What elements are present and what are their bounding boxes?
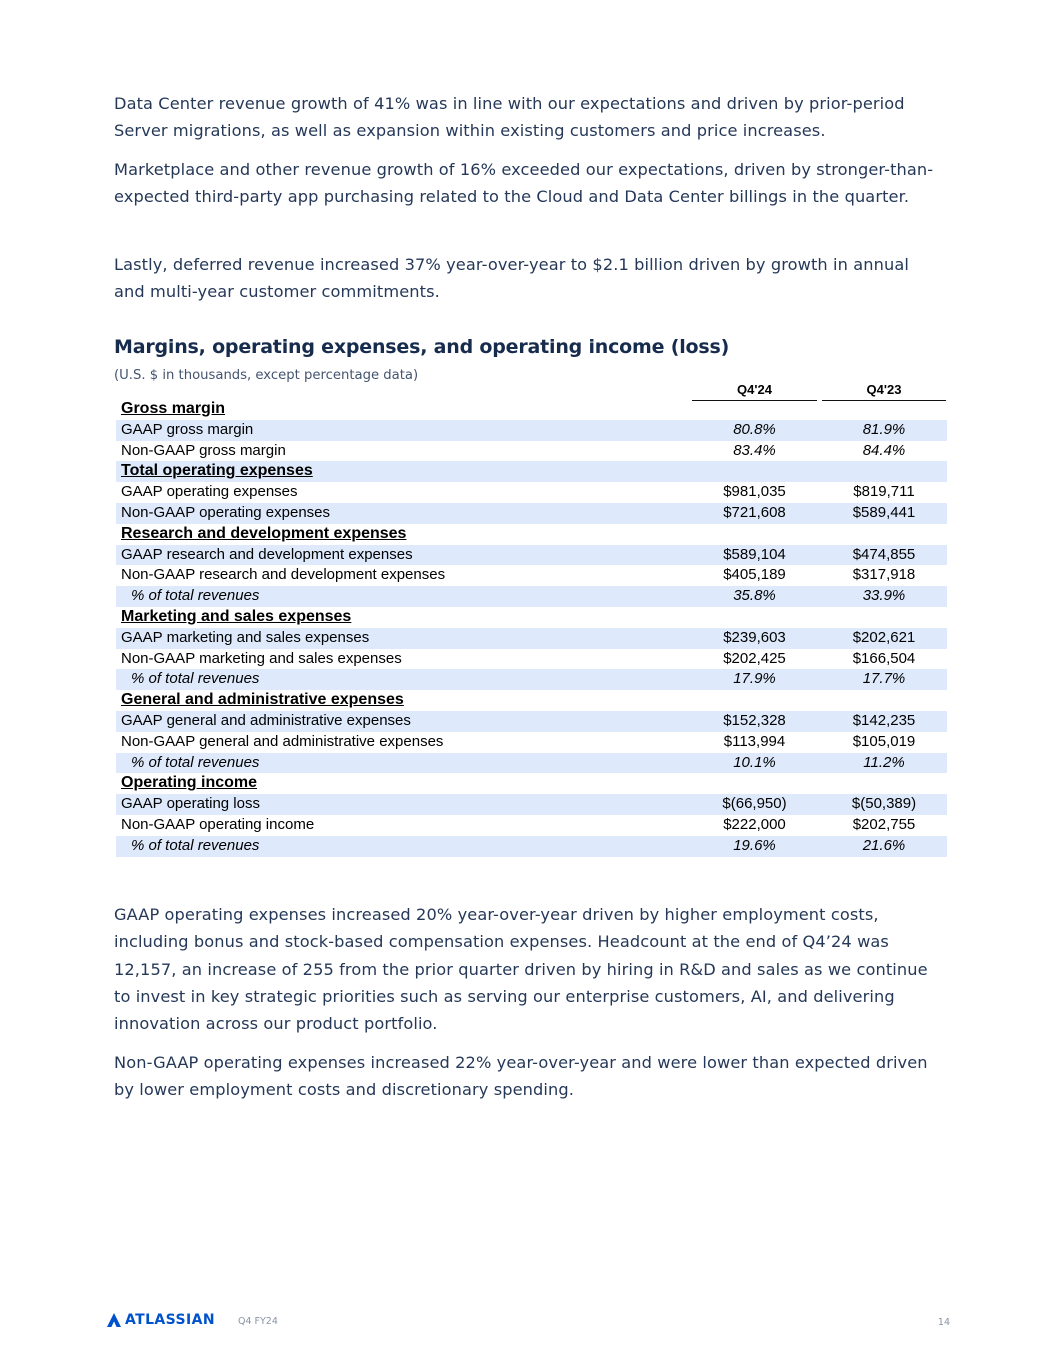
value-q4-24: $(66,950) [722, 795, 787, 813]
paragraph-non-gaap-opex: Non-GAAP operating expenses increased 22% year-over-year and were lower than expected driven by lower employment costs and discretionary spending. [114, 1053, 928, 1100]
table-row-percent [116, 669, 947, 690]
paragraph-data-center: Data Center revenue growth of 41% was in line with our expectations and driven by prior-period Server migrations, as well as expansion within existing customers and price increases. [114, 94, 905, 141]
value-q4-24: $589,104 [723, 545, 786, 563]
value-q4-23: $142,235 [852, 711, 916, 729]
row-label: GAAP operating loss [121, 795, 260, 813]
value-q4-23: $166,504 [852, 649, 916, 667]
paragraph-gaap-opex: GAAP operating expenses increased 20% year-over-year driven by higher employment costs, including bonus and stock-based compensation expenses. Headcount at the end of Q4’24 was 12,157, an increase of 255 from the prior quarter driven by hiring in R&D and sales as we continue to invest in key strategic priorities such as serving our enterprise customers, AI, and delivering innovation across our product portfolio. [114, 905, 928, 1034]
value-q4-23: $(50,389) [851, 795, 917, 813]
value-q4-24: 35.8% [733, 587, 776, 605]
value-q4-23: 17.7% [862, 670, 906, 688]
table-row [116, 711, 947, 732]
row-label: Operating income [121, 774, 258, 792]
row-label: % of total revenues [131, 836, 260, 854]
value-q4-23: $317,918 [852, 566, 916, 584]
value-q4-23: 11.2% [863, 753, 905, 771]
atlassian-logo [107, 1312, 215, 1328]
value-q4-24: 19.6% [733, 836, 776, 854]
row-label: General and administrative expenses [121, 691, 404, 709]
table-group-header [116, 690, 947, 711]
value-q4-23: $819,711 [853, 483, 915, 501]
value-q4-23: 81.9% [862, 420, 906, 438]
table-row [116, 503, 947, 524]
table-row-percent [116, 586, 947, 607]
paragraph-deferred-revenue: Lastly, deferred revenue increased 37% year-over-year to $2.1 billion driven by growth in annual and multi-year customer commitments. [114, 255, 909, 302]
row-label: GAAP gross margin [121, 420, 254, 438]
table-row [116, 565, 947, 586]
table-row [116, 482, 947, 503]
value-q4-23: 21.6% [862, 836, 906, 854]
table-group-header [116, 524, 947, 545]
table-row [116, 441, 947, 462]
table-row [116, 732, 947, 753]
value-q4-24: $152,328 [723, 711, 786, 729]
row-label: GAAP operating expenses [121, 483, 298, 501]
table-row [116, 649, 947, 670]
table-row [116, 420, 947, 441]
row-label: GAAP marketing and sales expenses [121, 628, 370, 646]
row-label: Non-GAAP operating income [121, 815, 315, 833]
row-label: Gross margin [121, 400, 226, 417]
value-q4-24: $721,608 [723, 503, 786, 521]
value-q4-24: 17.9% [733, 670, 776, 688]
value-q4-24: $202,425 [723, 649, 786, 667]
section-title: Margins, operating expenses, and operating income (loss) [114, 336, 730, 358]
column-header-q4-24: Q4'24 [692, 381, 817, 401]
table-group-header [116, 607, 947, 628]
value-q4-24: 83.4% [733, 441, 776, 459]
value-q4-24: $113,994 [723, 732, 786, 750]
value-q4-23: $202,755 [852, 815, 916, 833]
table-row [116, 815, 947, 836]
table-row [116, 794, 947, 815]
atlassian-wordmark: ATLASSIAN [125, 1312, 215, 1328]
table-row-percent [116, 836, 947, 857]
value-q4-23: $202,621 [852, 628, 916, 646]
column-header-q4-23: Q4'23 [822, 381, 946, 401]
atlassian-logo-icon [107, 1313, 121, 1327]
row-label: Non-GAAP general and administrative expenses [121, 732, 444, 750]
table-group-header [116, 461, 947, 482]
value-q4-23: $474,855 [852, 545, 916, 563]
value-q4-24: $405,189 [723, 566, 786, 584]
value-q4-23: $589,441 [852, 503, 916, 521]
value-q4-23: $105,019 [852, 732, 916, 750]
section-subtitle: (U.S. $ in thousands, except percentage data) [114, 368, 419, 383]
row-label: Marketing and sales expenses [121, 607, 352, 625]
value-q4-23: 84.4% [862, 441, 906, 459]
table-group-header [116, 399, 947, 420]
row-label: % of total revenues [131, 587, 260, 605]
row-label: Non-GAAP research and development expenses [121, 566, 446, 584]
row-label: Research and development expenses [121, 524, 407, 542]
row-label: % of total revenues [131, 753, 260, 771]
value-q4-24: 10.1% [733, 753, 776, 771]
value-q4-24: 80.8% [733, 420, 776, 438]
row-label: Non-GAAP gross margin [121, 441, 286, 459]
table-row [116, 545, 947, 566]
table-row [116, 628, 947, 649]
row-label: Non-GAAP marketing and sales expenses [121, 649, 402, 667]
table-row-percent [116, 753, 947, 774]
page-number: 14 [937, 1317, 950, 1328]
value-q4-24: $222,000 [723, 815, 786, 833]
table-group-header [116, 773, 947, 794]
row-label: % of total revenues [131, 670, 260, 688]
row-label: GAAP general and administrative expenses [121, 711, 411, 729]
footer-period: Q4 FY24 [238, 1316, 278, 1327]
paragraph-marketplace: Marketplace and other revenue growth of 16% exceeded our expectations, driven by stronger-than-expected third-party app purchasing related to the Cloud and Data Center billings in the quarter. [114, 160, 934, 207]
row-label: GAAP research and development expenses [121, 545, 413, 563]
value-q4-24: $239,603 [723, 628, 786, 646]
row-label: Non-GAAP operating expenses [121, 503, 331, 521]
financial-table [116, 399, 947, 857]
value-q4-23: 33.9% [862, 587, 906, 605]
row-label: Total operating expenses [121, 462, 313, 480]
value-q4-24: $981,035 [723, 483, 786, 501]
